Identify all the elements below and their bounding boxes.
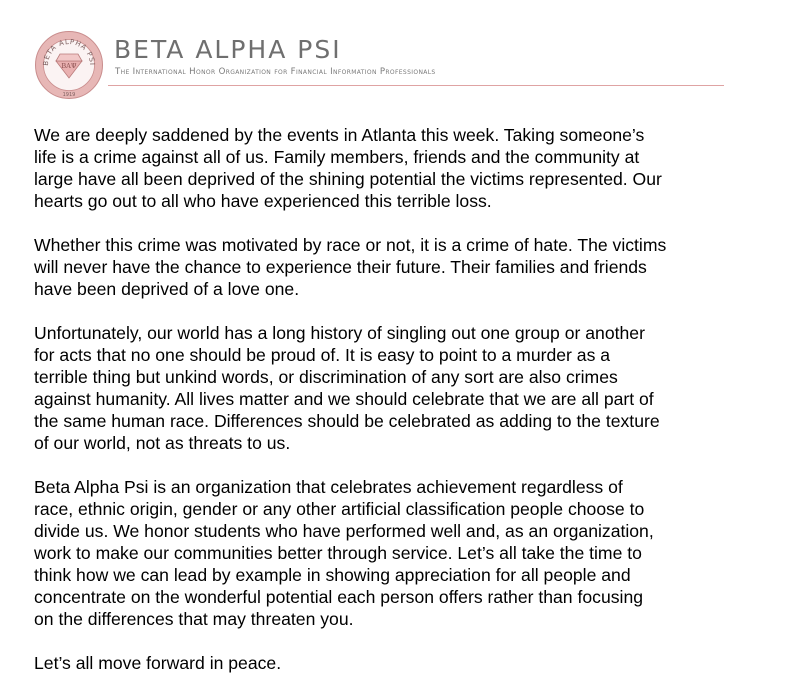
organization-name: BETA ALPHA PSI: [114, 35, 342, 64]
paragraph-line: for acts that no one should be proud of. It is easy to point to a murder as a: [34, 345, 611, 365]
paragraph-line: divide us. We honor students who have performed well and, as an organization,: [34, 521, 654, 541]
paragraph-line: against humanity. All lives matter and we should celebrate that we are all part of: [34, 389, 654, 409]
paragraph-3: [34, 322, 734, 454]
paragraph-line: on the differences that may threaten you.: [34, 609, 354, 629]
letterhead: [34, 30, 724, 100]
paragraph-line: race, ethnic origin, gender or any other artificial classification people choose to: [34, 499, 645, 519]
seal-year-text: 1919: [62, 92, 76, 98]
paragraph-line: Beta Alpha Psi is an organization that celebrates achievement regardless of: [34, 477, 623, 497]
letter-body: [34, 124, 734, 696]
paragraph-line: the same human race. Differences should be celebrated as adding to the texture: [34, 411, 660, 431]
paragraph-4: [34, 476, 734, 630]
closing-line: [34, 652, 734, 674]
paragraph-line: will never have the chance to experience their future. Their families and friends: [34, 257, 647, 277]
paragraph-line: Whether this crime was motivated by race or not, it is a crime of hate. The victims: [34, 235, 667, 255]
paragraph-line: Unfortunately, our world has a long history of singling out one group or another: [34, 323, 645, 343]
organization-tagline: The International Honor Organization for Financial Information Professionals: [115, 67, 436, 77]
paragraph-line: terrible thing but unkind words, or discrimination of any sort are also crimes: [34, 367, 618, 387]
paragraph-line: Let’s all move forward in peace.: [34, 653, 282, 673]
seal-center-text: ΒΑΨ: [61, 62, 77, 70]
paragraph-line: of our world, not as threats to us.: [34, 433, 291, 453]
paragraph-line: large have all been deprived of the shining potential the victims represented. Our: [34, 169, 662, 189]
paragraph-line: life is a crime against all of us. Family members, friends and the community at: [34, 147, 640, 167]
paragraph-line: hearts go out to all who have experienced this terrible loss.: [34, 191, 492, 211]
beta-alpha-psi-seal: [34, 30, 104, 100]
paragraph-line: concentrate on the wonderful potential each person offers rather than focusing: [34, 587, 644, 607]
paragraph-line: think how we can lead by example in showing appreciation for all people and: [34, 565, 631, 585]
paragraph-1: [34, 124, 734, 212]
letterhead-divider: [108, 85, 724, 86]
paragraph-2: [34, 234, 734, 300]
paragraph-line: work to make our communities better through service. Let’s all take the time to: [34, 543, 642, 563]
paragraph-line: have been deprived of a love one.: [34, 279, 300, 299]
paragraph-line: We are deeply saddened by the events in Atlanta this week. Taking someone’s: [34, 125, 645, 145]
seal-top-text: BETA ALPHA PSI: [41, 37, 97, 67]
